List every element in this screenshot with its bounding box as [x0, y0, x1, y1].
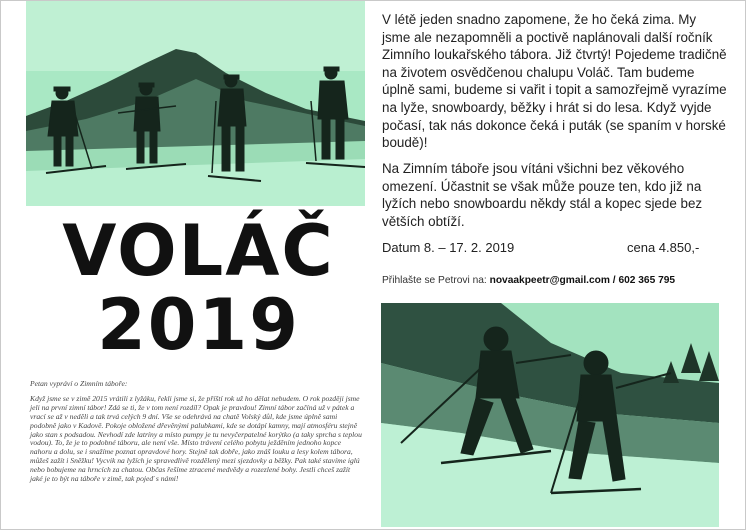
skiers-on-mountain-illustration: [26, 1, 365, 206]
skiers-on-mountain-photo: [26, 1, 365, 206]
story-body: Když jsme se v zimě 2015 vrátili z lyžáku, řekli jsme si, že příští rok už ho dělat nebudem. O rok později jsme jeli na první zimní tábor! Zdá se ti, že v tom není rozdíl? Opak je pravdou! Zimní tábor začíná už v pátek a vrací se až v neděli a tak trvá celých 9 dní. Vše se odehrává na chatě Volský důl, kde jsme úplně sami podobně jako v Kadově. Pokoje obložené dřevěnými palubkami, kde se dotápí kamny, mají atmosféru stejně jako stan s podsadou. Nevhodí zde latríny a místo pumpy je tu nevyčerpatelné korýtko (a taky sprcha s teplou vodou). To, že je to podobné táboru, ale není vše. Místo trávení celého pobytu ježděním jednoho kopce nahoru a dolu, se i snažíme poznat opravdové hory. Stejně tak dobře, jako znáš louku a lesy kolem tábora, můžeš zažít i Sněžku! Vycvik na lyžích je spravedlivě rozdělený mezi sjezdovky a běžky. Pak také stavíme iglú nebo bobujeme na hrncích za chatou. Občas řešíme ztracené medvědy a rozezlené bohy. Jestli chceš zažít jaké je to být na táboře v zimě, tak pojeď s námi!: [30, 393, 362, 484]
rules-paragraph: Na Zimním táboře jsou vítáni všichni bez věkového omezení. Účastnit se však může pouze ten, kdo již na lyžích nebo snowboardu někdy stál a kopec sjede bez větších obtíží.: [382, 161, 703, 229]
poster-title: [26, 210, 371, 366]
contact-separator: /: [609, 275, 619, 286]
title-year: 2019: [97, 284, 300, 366]
contact-email[interactable]: novaakpeetr@gmail.com: [489, 275, 610, 286]
contact-line: [382, 275, 675, 286]
contact-prefix: Přihlašte se Petrovi na:: [382, 275, 490, 286]
title-place: VOLÁČ: [62, 210, 335, 292]
intro-paragraph: V létě jeden snadno zapomene, že ho čeká zima. My jsme ale nezapomněli a poctivě naplánovali další ročník Zimního loukařského tábora. Již čtvrtý! Pojedeme tradičně na životem osvědčenou chalupu Voláč. Tam budeme úplně sami, budeme si vařit i topit a samozřejmě vyrazíme na lyže, snowboardy, běžky i hrát si do lesa. Když vyjde počasí, tak nás dokonce čeká i puták (se spaním v horské boudě)!: [382, 12, 727, 151]
contact-phone[interactable]: 602 365 795: [618, 275, 676, 286]
event-dates: Datum 8. – 17. 2. 2019: [382, 240, 515, 255]
story-block: [30, 380, 364, 484]
event-price: cena 4.850,-: [627, 240, 700, 255]
story-title: Petan vypráví o Zimním táboře:: [30, 379, 128, 388]
women-skiers-illustration: [381, 303, 719, 527]
women-skiers-photo: [381, 303, 719, 527]
